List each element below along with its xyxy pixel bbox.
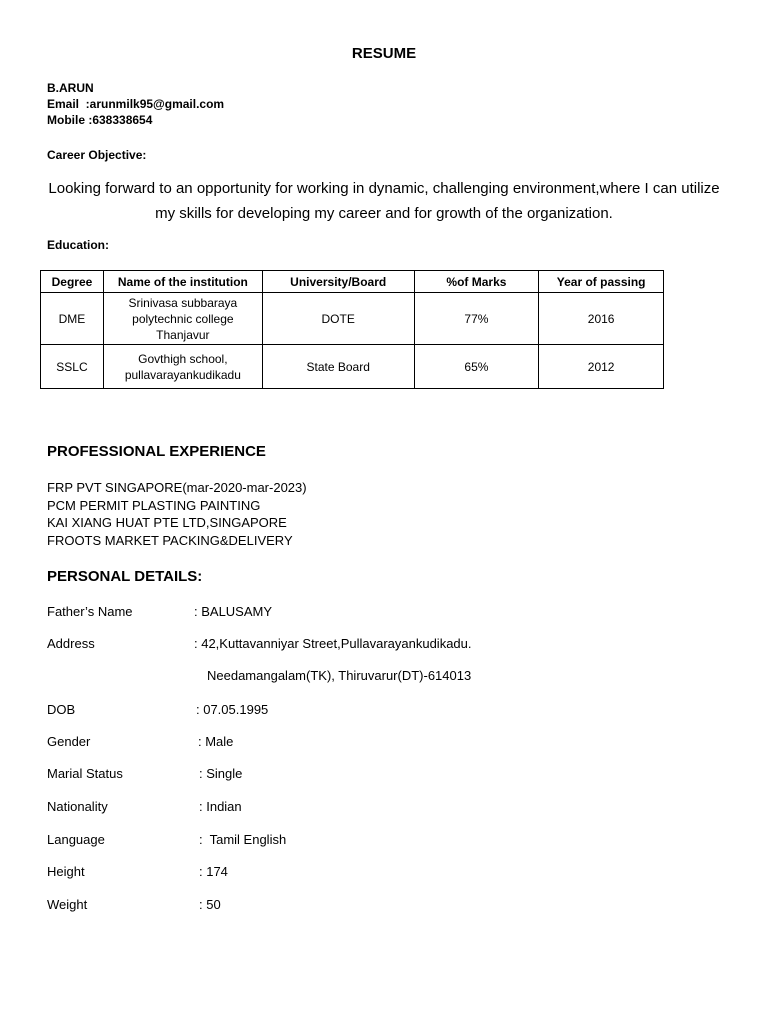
- address-line-2: Needamangalam(TK), Thiruvarur(DT)-614013: [207, 668, 472, 683]
- gender-label: Gender: [47, 734, 91, 749]
- list-item: PCM PERMIT PLASTING PAINTING: [47, 497, 261, 513]
- nationality-label: Nationality: [47, 799, 108, 814]
- column-header: University/Board: [262, 271, 414, 293]
- language-value: : Tamil English: [199, 832, 287, 847]
- column-header: Degree: [41, 271, 104, 293]
- education-table: [40, 270, 664, 389]
- mobile-line: Mobile :638338654: [47, 113, 153, 127]
- weight-value: : 50: [199, 897, 221, 912]
- career-objective-heading: Career Objective:: [47, 148, 147, 162]
- table-cell: 77%: [414, 293, 539, 345]
- table-row: [41, 293, 664, 345]
- nationality-value: : Indian: [199, 799, 242, 814]
- height-label: Height: [47, 864, 85, 879]
- table-cell: Srinivasa subbaraya polytechnic college Thanjavur: [103, 293, 262, 345]
- table-cell: Govthigh school, pullavarayankudikadu: [103, 345, 262, 389]
- education-heading: Education:: [47, 238, 109, 252]
- list-item: FRP PVT SINGAPORE(mar-2020-mar-2023): [47, 480, 307, 495]
- table-cell: DME: [41, 293, 104, 345]
- table-cell: 2012: [539, 345, 664, 389]
- fathers-name-label: Father’s Name: [47, 604, 133, 619]
- weight-label: Weight: [47, 897, 88, 912]
- marital-status-label: Marial Status: [47, 766, 123, 781]
- table-header-row: [41, 271, 664, 293]
- table-cell: SSLC: [41, 345, 104, 389]
- height-value: : 174: [199, 864, 228, 879]
- experience-list: [47, 479, 307, 549]
- candidate-name: B.ARUN: [47, 81, 94, 95]
- page-title: RESUME: [351, 45, 417, 62]
- address-line-1: : 42,Kuttavanniyar Street,Pullavarayankudikadu.: [194, 636, 472, 651]
- language-label: Language: [47, 832, 105, 847]
- fathers-name-value: : BALUSAMY: [194, 604, 273, 619]
- gender-value: : Male: [198, 734, 234, 749]
- column-header: %of Marks: [414, 271, 539, 293]
- dob-label: DOB: [47, 702, 76, 717]
- column-header: Name of the institution: [103, 271, 262, 293]
- dob-value: : 07.05.1995: [196, 702, 269, 717]
- list-item: KAI XIANG HUAT PTE LTD,SINGAPORE: [47, 515, 287, 530]
- experience-heading: PROFESSIONAL EXPERIENCE: [47, 443, 266, 460]
- table-cell: State Board: [262, 345, 414, 389]
- column-header: Year of passing: [539, 271, 664, 293]
- career-objective-text: Looking forward to an opportunity for working in dynamic, challenging environment,where I can utilize my skills for developing my career and for growth of the organization.: [48, 180, 720, 222]
- table-cell: 65%: [414, 345, 539, 389]
- email-line: Email :arunmilk95@gmail.com: [47, 97, 225, 111]
- table-cell: 2016: [539, 293, 664, 345]
- personal-details-heading: PERSONAL DETAILS:: [47, 568, 203, 585]
- table-row: [41, 345, 664, 389]
- list-item: FROOTS MARKET PACKING&DELIVERY: [47, 532, 293, 548]
- table-cell: DOTE: [262, 293, 414, 345]
- marital-status-value: : Single: [199, 766, 243, 781]
- address-label: Address: [47, 636, 95, 651]
